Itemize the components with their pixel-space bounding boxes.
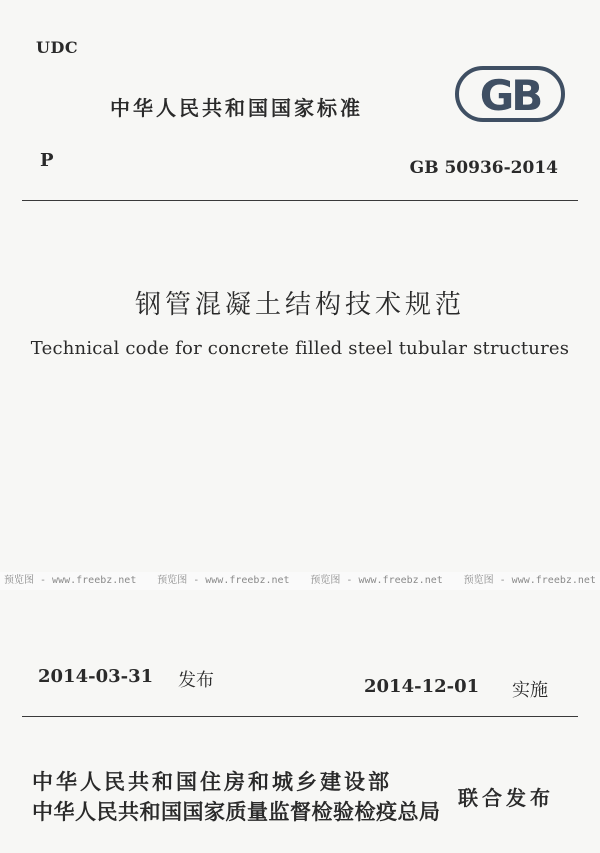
- issuer-aqsiq: 中华人民共和国国家质量监督检验检疫总局: [32, 799, 441, 824]
- watermark-text: 预览图 - www.freebz.net: [4, 575, 137, 586]
- watermark-text: 预览图 - www.freebz.net: [157, 575, 290, 586]
- release-label: 发布: [178, 670, 214, 691]
- standard-number: GB 50936-2014: [409, 158, 558, 178]
- release-date: 2014-03-31: [38, 666, 154, 687]
- issuer-ministry-housing: 中华人民共和国住房和城乡建设部: [32, 769, 392, 794]
- header-divider: [22, 200, 578, 201]
- watermark-strip: [0, 572, 600, 590]
- joint-release-label: 联合发布: [458, 786, 554, 810]
- footer-divider: [22, 716, 578, 717]
- gb-logo-icon: [455, 64, 565, 124]
- category-code: P: [40, 150, 54, 171]
- implementation-date: 2014-12-01: [364, 676, 480, 697]
- national-standard-heading: 中华人民共和国国家标准: [110, 96, 363, 120]
- implementation-label: 实施: [512, 680, 548, 701]
- gb-logo-text: GB: [479, 71, 541, 120]
- udc-label: UDC: [36, 38, 79, 57]
- watermark-text: 预览图 - www.freebz.net: [310, 575, 443, 586]
- title-english: Technical code for concrete filled steel tubular structures: [30, 338, 570, 359]
- watermark-text: 预览图 - www.freebz.net: [463, 575, 596, 586]
- title-chinese: 钢管混凝土结构技术规范: [134, 290, 465, 320]
